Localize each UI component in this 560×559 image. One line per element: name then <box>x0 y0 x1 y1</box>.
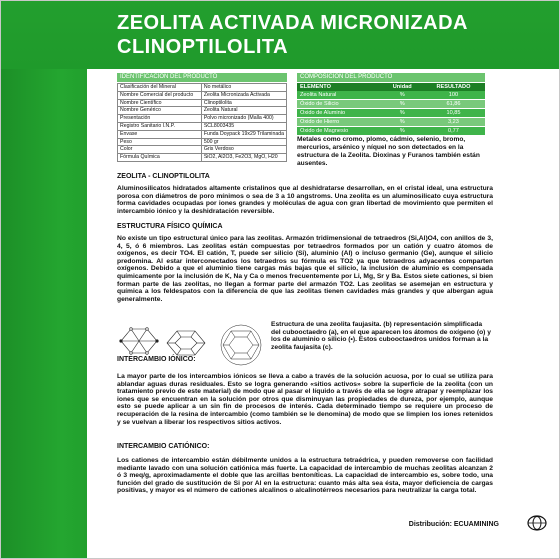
section-intercambio-cationico-heading: INTERCAMBIO CATIÓNICO: <box>117 443 210 450</box>
cubooctahedron-figure <box>120 328 159 355</box>
product-table-row <box>118 91 287 99</box>
composition-cell: % <box>383 100 422 109</box>
product-field-value: SiO2, Al2O3, Fe2O3, MgO, H20 <box>201 154 286 162</box>
composition-cell: 100 <box>422 91 485 100</box>
product-field-label: Envase <box>118 130 202 138</box>
ecuamining-logo-icon <box>527 513 547 533</box>
composition-column-header: ELEMENTO <box>297 83 383 91</box>
green-sidebar <box>1 1 87 559</box>
section-intercambio-ionico-heading: INTERCAMBIO IÓNICO: <box>117 356 196 363</box>
simplified-cubooctahedron-figure <box>167 331 205 355</box>
section-estructura-text: No existe un tipo estructural único para las zeolitas. Armazón tridimensional de tetraedros (Si,Al)O4, con anillos de 3, 4, 5, ó 6 miembros. Las zeolitas están compuestas por tetraedros formados por un catión y cuatro átomos de oxígenos, es decir TO4. El catión, T, puede ser silicio (Si), aluminio (Al) o incluso germanio (Ge), aunque el silicio predomina. Al estar interconectados los tetraedros su fórmula es TO2 ya que tetraedros adyacentes comparten oxígenos. Debido a que el aluminio tiene cargas más bajas que el silicio, la inclusión de aluminio es compensada químicamente por la inclusión de K, Na y Ca o menos frecuentemente por Li, Mg, Sr y Ba. Estos siete cationes, si bien forman parte de las zeolitas, no llegan a formar parte del armazón TO2. Las zeolitas se asemejan en estructura y química a los feldespatos con la diferencia de que las zeolitas tienen cavidades más grandes y que albergan agua generalmente. <box>117 235 493 303</box>
product-table-row <box>118 154 287 162</box>
section-intercambio-cationico-text: Los cationes de intercambio están débilmente unidos a la estructura tetraédrica, y pueden removerse con facilidad mediante lavado con una solución catiónica más fuerte. La capacidad de intercambio de muchas zeolitas alcanzan 2 ó 3 meq/g, aproximadamente el doble que las arcillas bentoníticas. La capacidad de intercambio es, sobre todo, una función del grado de sustitución de Si por Al en la estructura: cuanto más alta sea ésta, mayor deficiencia de cargas positivas, y mayor es el número de cationes alcalinos o alcalinotérreos necesarios para neutralizar la carga total. <box>117 457 493 495</box>
product-field-label: Nombre Científico <box>118 99 202 107</box>
product-field-label: Clasificación del Mineral <box>118 84 202 92</box>
distribution-label: Distribución: ECUAMINING <box>408 521 499 528</box>
product-field-value: Funda Doypack 19x29 Trilaminada <box>201 130 286 138</box>
composition-table-row <box>297 91 485 100</box>
product-field-label: Color <box>118 146 202 154</box>
title-line-1: ZEOLITA ACTIVADA MICRONIZADA <box>117 12 469 34</box>
composition-cell: Oxido de Aluminio <box>297 109 383 118</box>
product-section-label: IDENTIFICACIÓN DEL PRODUCTO <box>117 73 287 82</box>
product-table-row <box>118 84 287 92</box>
product-table <box>117 83 287 162</box>
composition-table-row <box>297 100 485 109</box>
composition-cell: % <box>383 91 422 100</box>
product-table-row <box>118 107 287 115</box>
title-line-2: CLINOPTILOLITA <box>117 36 289 58</box>
composition-cell: Óxido de Silicio <box>297 100 383 109</box>
product-table-row <box>118 122 287 130</box>
composition-column-header: Unidad <box>383 83 422 91</box>
faujasite-figure <box>221 325 261 365</box>
product-table-row <box>118 138 287 146</box>
product-field-label: Fórmula Química <box>118 154 202 162</box>
product-field-label: Nombre Genérico <box>118 107 202 115</box>
product-field-value: SCL8003435 <box>201 122 286 130</box>
product-field-value: Zeolita Micronizada Activada <box>201 91 286 99</box>
composition-section-label: COMPOSICIÓN DEL PRODUCTO <box>297 73 485 82</box>
product-field-label: Presentación <box>118 115 202 123</box>
composition-cell: Zeolita Natural <box>297 91 383 100</box>
product-table-row <box>118 99 287 107</box>
zeolite-structure-figures <box>117 321 269 373</box>
product-field-value: Gris Verdoso <box>201 146 286 154</box>
composition-column-header: RESULTADO <box>422 83 485 91</box>
composition-table-row <box>297 127 485 136</box>
composition-cell: % <box>383 118 422 127</box>
composition-cell: 10,85 <box>422 109 485 118</box>
product-table-row <box>118 115 287 123</box>
composition-table-row <box>297 118 485 127</box>
section-intercambio-ionico-text: La mayor parte de los intercambios iónicos se lleva a cabo a través de la solución acuosa, por lo cual se utiliza para ablandar aguas duras residuales. Esto se logra generando «sitios activos» sobre la superficie de la zeolita (con un tratamiento previo de este material) de modo que al pasar el líquido a través de ella se logre atrapar y reemplazar los iones que se encuentran en la solución por otros que disminuyan las propiedades de dureza, por ejemplo, aunque esto se puede aplicar a un sin fin de procesos de interés. Cada determinado tiempo se requiere un proceso de recuperación de la resina de intercambio (como también se le denomina) de modo que se limpien los iones retenidos y se vuelvan a liberar los respectivos sitios activos. <box>117 373 493 426</box>
composition-cell: % <box>383 127 422 136</box>
composition-table <box>297 83 485 136</box>
product-table-row <box>118 130 287 138</box>
figure-caption: Estructura de una zeolita faujasita. (b) representación simplificada del cubooctaedro (a), en el que aparecen los átomos de oxígeno (o) y los de aluminio o silicio (•). Estos cubooctaedros unidos forman a la zeolita faujasita (c). <box>271 321 491 351</box>
composition-cell: Oxido de Hierro <box>297 118 383 127</box>
product-field-value: Polvo micronizado (Malla 400) <box>201 115 286 123</box>
composition-header-row <box>297 83 485 91</box>
product-field-value: No metálico <box>201 84 286 92</box>
composition-cell: % <box>383 109 422 118</box>
composition-cell: 0,77 <box>422 127 485 136</box>
product-field-label: Peso <box>118 138 202 146</box>
header-band <box>1 1 560 69</box>
product-field-value: Zeolita Natural <box>201 107 286 115</box>
page-title <box>117 11 468 59</box>
product-field-value: Clinoptilolita <box>201 99 286 107</box>
composition-table-row <box>297 109 485 118</box>
product-table-row <box>118 146 287 154</box>
composition-note: Metales como cromo, plomo, cádmio, selenio, bromo, mercurios, arsénico y níquel no son detectados en la estructura de la Zeolita. Dioxinas y Furanos también están ausentes. <box>297 136 480 167</box>
composition-cell: Oxido de Magnesio <box>297 127 383 136</box>
composition-cell: 3,23 <box>422 118 485 127</box>
section-zeolita-heading: ZEOLITA - CLINOPTILOLITA <box>117 173 210 180</box>
section-estructura-heading: ESTRUCTURA FÍSICO QUÍMICA <box>117 223 223 230</box>
section-zeolita-text: Aluminosilicatos hidratados altamente cristalinos que al deshidratarse desarrollan, en el cristal ideal, una estructura porosa con diámetros de poro mínimos o sea de 3 a 10 angstroms. Una zeolita es un aluminosilicato cuya estructura forma cavidades ocupadas por iones grandes y moléculas de agua con gran libertad de movimiento que permiten el intercambio iónico y la deshidratación reversible. <box>117 185 493 215</box>
product-field-value: 500 gr <box>201 138 286 146</box>
composition-cell: 61,86 <box>422 100 485 109</box>
product-field-label: Nombre Comercial del producto <box>118 91 202 99</box>
product-field-label: Registro Sanitario I.N.P. <box>118 122 202 130</box>
